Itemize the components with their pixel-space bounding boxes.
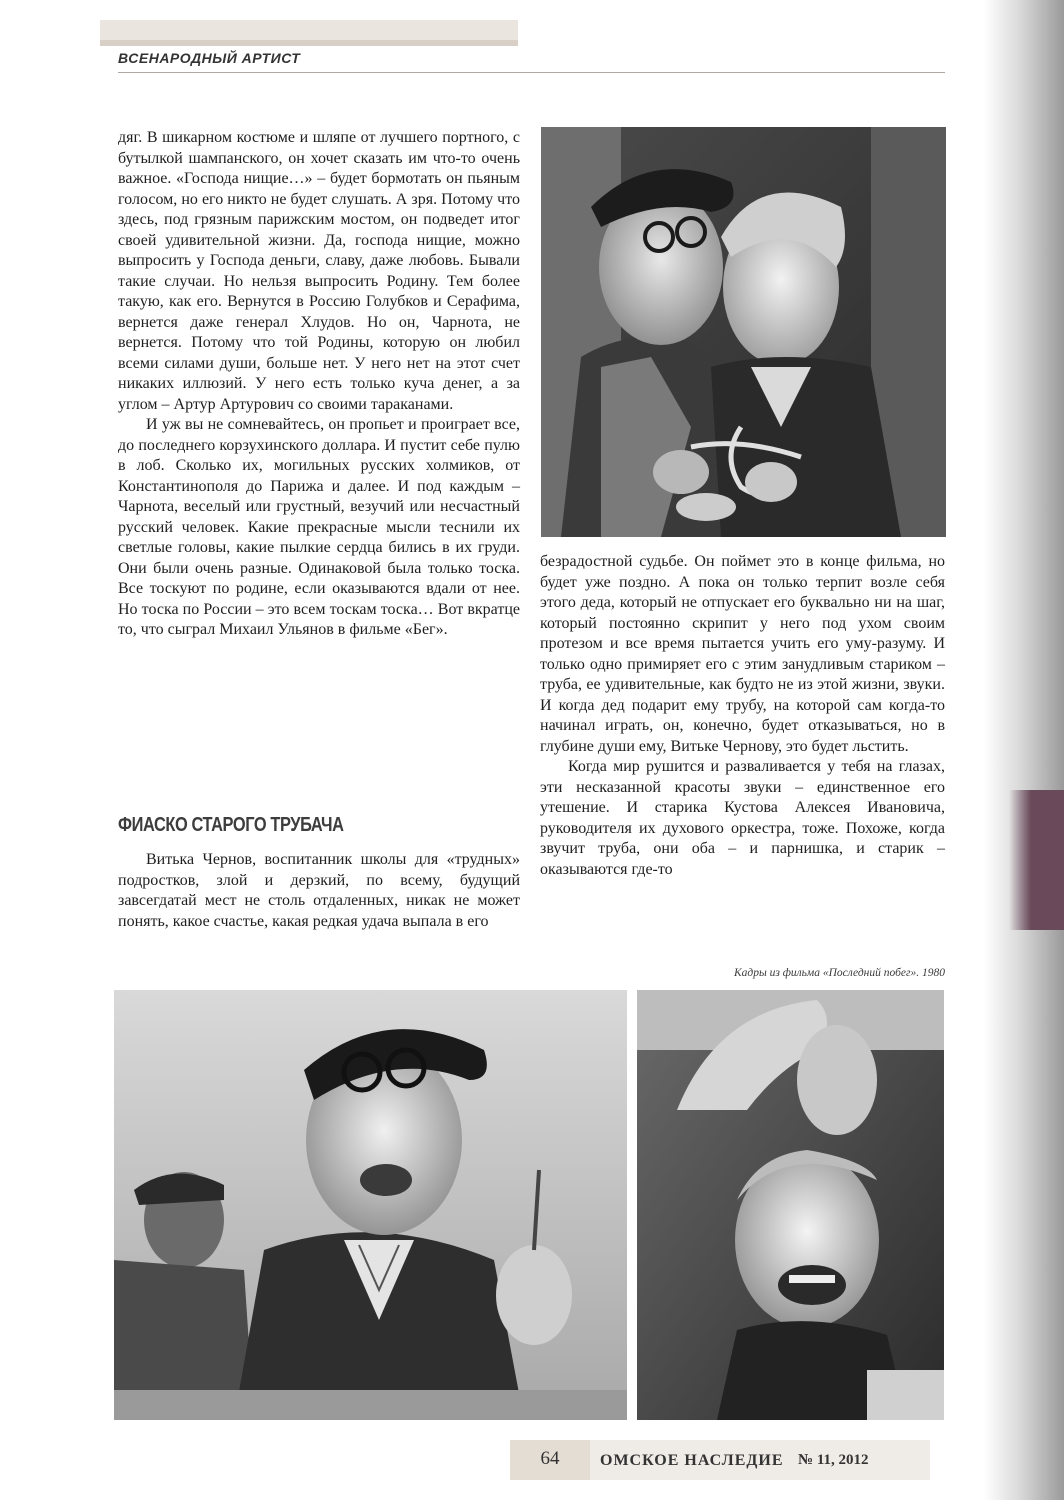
page-number: 64 [540,1448,560,1469]
paragraph: И уж вы не сомневайтесь, он пропьет и проиграет все, до последнего корзухинского доллара. И пустит себе пулю в лоб. Сколько их, могильных русских холмиков, от Константинополя до Парижа и далее. И под каждым – Чарнота, веселый или грустный, везучий или несчастный русский человек. Какие прекрасные мысли теснили их светлые головы, какие пылкие сердца бились в их груди. Они были очень разные. Одинаковой была только тоска. Все тоскуют по родине, если оказываются вдали от нее. Но тоска по России – это всем тоскам тоска… Вот вкратце то, что сыграл Михаил Ульянов в фильме «Бег». [118,416,520,638]
left-column-top [118,128,520,641]
header-rule [118,72,945,73]
film-still-laughing-man [114,990,627,1420]
photo-caption: Кадры из фильма «Последний побег». 1980 [733,967,945,979]
article-subheading: ФИАСКО СТАРОГО ТРУБАЧА [118,814,344,836]
magazine-name: ОМСКОЕ НАСЛЕДИЕ [600,1452,784,1469]
film-still-old-man-and-boy [541,127,946,537]
paragraph: безрадостной судьбе. Он поймет это в конце фильма, но будет уже поздно. А пока он только терпит возле себя этого деда, который не отпускает его буквально ни на шаг, который постоянно скрипит у него под ухом своим протезом и все время пытается учить его уму-разуму. И только одно примиряет его с этим занудливым стариком – труба, ее удивительные, как будто не из этой жизни, звуки. И когда дед подарит ему трубу, на которой сам когда-то начинал играть, он, конечно, будет отказываться, но в глубине души ему, Витьке Чернову, это будет льстить. [540,553,945,755]
film-still-smiling-man [637,990,944,1420]
header-band [100,20,518,42]
section-title: ВСЕНАРОДНЫЙ АРТИСТ [118,50,301,66]
left-column-bottom [118,850,520,932]
header-band-accent [100,40,518,46]
binding-color-tab [1009,790,1064,930]
right-column [540,552,945,880]
issue-number: № 11, 2012 [798,1452,869,1468]
binding-shadow [984,0,1064,1500]
paragraph: дяг. В шикарном костюме и шляпе от лучшего портного, с бутылкой шампанского, он хочет сказать им что-то очень важное. «Господа нищие…» – будет бормотать он пьяным голосом, но его никто не будет слушать. А зря. Потому что здесь, под грязным парижским мостом, он подведет итог своей удивительной жизни. Да, господа нищие, можно выпросить у Господа деньги, славу, даже любовь. Бывали такие случаи. Но нельзя выпросить Родину. Тем более такую, как его. Вернутся в Россию Голубков и Серафима, вернется даже генерал Хлудов. Но он, Чарнота, не вернется. Потому что той Родины, которую он любил всеми силами души, больше нет. У него нет на этот счет никаких иллюзий. У него есть только куча денег, а за углом – Артур Артурович со своими тараканами. [118,129,520,413]
paragraph: Когда мир рушится и разваливается у тебя на глазах, эти несказанной красоты звуки – единственное его утешение. И старика Кустова Алексея Ивановича, руководителя их духового оркестра, тоже. Похоже, когда звучит труба, они оба – и парнишка, и старик – оказываются где-то [540,758,945,878]
paragraph: Витька Чернов, воспитанник школы для «трудных» подростков, злой и дерзкий, по всему, будущий завсегдатай мест не столь отдаленных, никак не может понять, какое счастье, какая редкая удача выпала в его [118,851,520,930]
